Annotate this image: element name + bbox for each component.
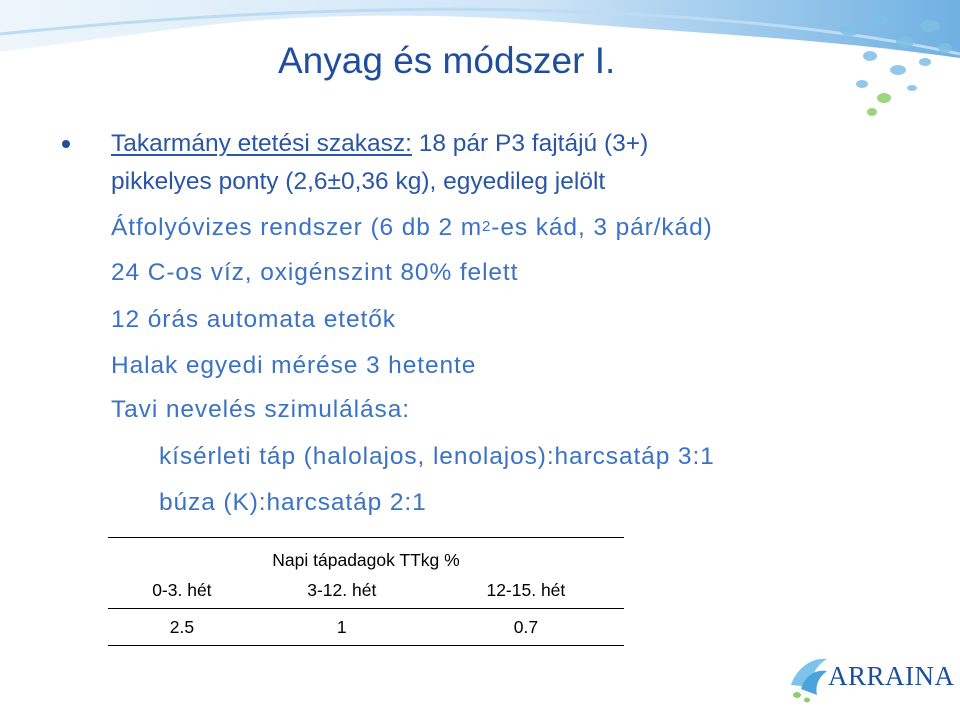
water-line: 24 C-os víz, oxigénszint 80% felett [111, 259, 519, 286]
bullet-line-1 [111, 129, 648, 159]
table-header: 12-15. hét [428, 572, 624, 609]
bullet-point-icon [62, 140, 70, 148]
table-cell: 0.7 [428, 609, 624, 646]
section-heading: Takarmány etetési szakasz: [111, 130, 412, 157]
table-header: 0-3. hét [108, 572, 256, 609]
feed-ration-table [108, 537, 624, 646]
bullet-line-2: pikkelyes ponty (2,6±0,36 kg), egyedileg jelölt [111, 168, 606, 195]
measurement-line: Halak egyedi mérése 3 hetente [111, 352, 477, 379]
pond-simulation-line: Tavi nevelés szimulálása: [111, 396, 410, 423]
table-cell: 2.5 [108, 609, 256, 646]
slide-title: Anyag és módszer I. [278, 40, 616, 81]
feed-line-1: kísérleti táp (halolajos, lenolajos):harcsatáp 3:1 [159, 443, 715, 470]
superscript: 2 [482, 218, 492, 235]
feeders-line: 12 órás automata etetők [111, 306, 396, 333]
flow-system-line: Átfolyóvizes rendszer (6 db 2 $m^2-es$ kád, 3 pár/kád) [111, 214, 713, 241]
table-header: 3-12. hét [256, 572, 428, 609]
bullet-line-1-rest: 18 pár P3 fajtájú (3+) [411, 130, 649, 157]
feed-line-2: búza (K):harcsatáp 2:1 [159, 489, 427, 516]
table-caption: Napi tápadagok TTkg % [108, 538, 624, 573]
arraina-logo-text: ARRAINA [828, 661, 955, 691]
table-cell: 1 [256, 609, 428, 646]
